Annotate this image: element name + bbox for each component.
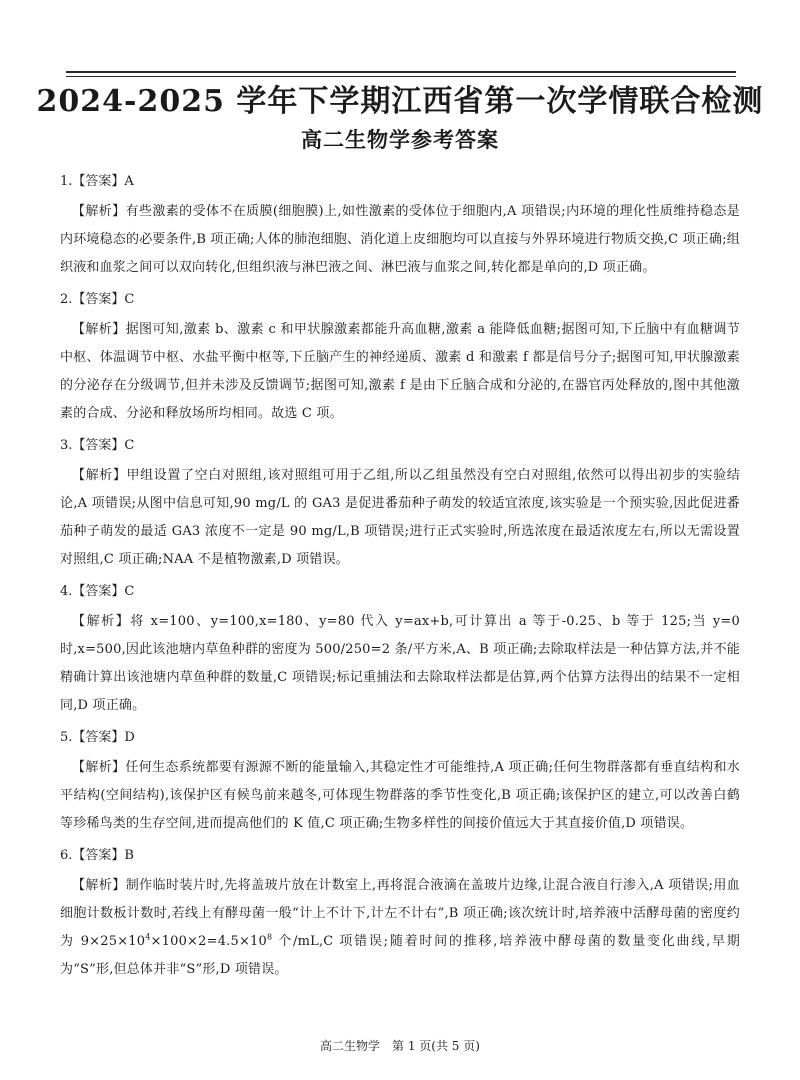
answer-item-3	[60, 436, 740, 574]
document-title: 2024-2025 学年下学期江西省第一次学情联合检测	[36, 84, 764, 119]
answer-explanation: 【解析】据图可知,激素 b、激素 c 和甲状腺激素都能升高血糖,激素 a 能降低血糖;据图可知,下丘脑中有血糖调节中枢、体温调节中枢、水盐平衡中枢等,下丘脑产生的神经递质、激素 d 和激素 f 都是信号分子;据图可知,甲状腺激素的分泌存在分级调节,但并未涉及反馈调节;据图可知,激素 f 是由下丘脑合成和分泌的,在器官丙处释放的,图中其他激素的合成、分泌和释放场所均相同。故选 C 项。	[60, 322, 740, 421]
explanation-part: 【解析】制作临时装片时,先将盖玻片放在计数室上,再将混合液滴在盖玻片边缘,让混合液自行渗入,A 项错误;用血细胞计数板计数时,若线上有酵母菌一般“计上不计下,计左不计右”,B 项正确;该次统计时,培养液中活酵母菌的密度约为 9×25×10	[60, 878, 740, 949]
answer-label: 1.【答案】A	[60, 174, 134, 189]
exponent: 4	[145, 932, 151, 942]
answer-content	[60, 172, 740, 992]
explanation-part: 个/mL,C 项错误;随着时间的推移,培养液中酵母菌的数量变化曲线,早期为“S”形,但总体并非“S”形,D 项错误。	[60, 934, 740, 977]
document-subtitle: 高二生物学参考答案	[301, 128, 499, 152]
answer-item-2	[60, 290, 740, 428]
answer-item-5	[60, 728, 740, 838]
answer-explanation: 【解析】任何生态系统都要有源源不断的能量输入,其稳定性才可能维持,A 项正确;任何生物群落都有垂直结构和水平结构(空间结构),该保护区有候鸟前来越冬,可体现生物群落的季节性变化,B 项正确;该保护区的建立,可以改善白鹤等珍稀鸟类的生存空间,进而提高他们的 K 值,C 项正确;生物多样性的间接价值远大于其直接价值,D 项错误。	[60, 760, 740, 831]
answer-item-4	[60, 582, 740, 720]
answer-label: 5.【答案】D	[60, 730, 135, 745]
answer-item-6	[60, 846, 740, 984]
answer-label: 3.【答案】C	[60, 438, 135, 453]
answer-label: 4.【答案】C	[60, 584, 135, 599]
top-rule-thick	[66, 71, 736, 73]
answer-explanation	[60, 872, 740, 984]
top-rule-thin	[66, 76, 736, 77]
answer-explanation: 【解析】有些激素的受体不在质膜(细胞膜)上,如性激素的受体位于细胞内,A 项错误;内环境的理化性质维持稳态是内环境稳态的必要条件,B 项正确;人体的肺泡细胞、消化道上皮细胞均可以直接与外界环境进行物质交换,C 项正确;组织液和血浆之间可以双向转化,但组织液与淋巴液之间、淋巴液与血浆之间,转化都是单向的,D 项正确。	[60, 204, 740, 275]
page-footer: 高二生物学 第 1 页(共 5 页)	[320, 1039, 480, 1053]
answer-item-1	[60, 172, 740, 282]
answer-label: 2.【答案】C	[60, 292, 135, 307]
answer-explanation: 【解析】甲组设置了空白对照组,该对照组可用于乙组,所以乙组虽然没有空白对照组,依然可以得出初步的实验结论,A 项错误;从图中信息可知,90 mg/L 的 GA3 是促进番茄种子萌发的较适宜浓度,该实验是一个预实验,因此促进番茄种子萌发的最适 GA3 浓度不一定是 90 mg/L,B 项错误;进行正式实验时,所选浓度在最适浓度左右,所以无需设置对照组,C 项正确;NAA 不是植物激素,D 项错误。	[60, 468, 740, 567]
answer-explanation: 【解析】将 x=100、y=100,x=180、y=80 代入 y=ax+b,可计算出 a 等于-0.25、b 等于 125;当 y=0 时,x=500,因此该池塘内草鱼种群的密度为 500/250=2 条/平方米,A、B 项正确;去除取样法是一种估算方法,并不能精确计算出该池塘内草鱼种群的数量,C 项错误;标记重捕法和去除取样法都是估算,两个估算方法得出的结果不一定相同,D 项正确。	[60, 614, 740, 713]
explanation-part: ×100×2=4.5×10	[150, 934, 268, 949]
answer-label: 6.【答案】B	[60, 848, 134, 863]
exponent: 8	[267, 932, 273, 942]
